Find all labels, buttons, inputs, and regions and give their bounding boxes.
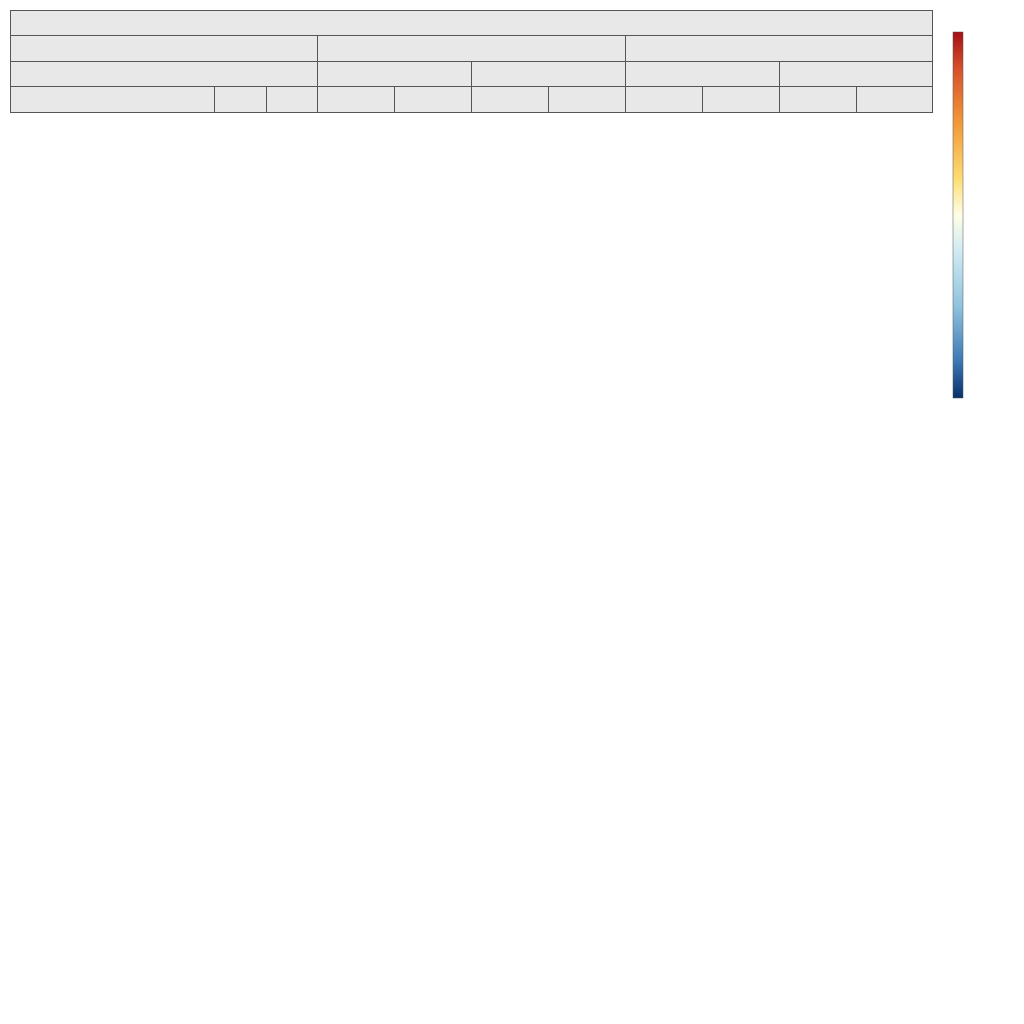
avg-high-oblique1-header <box>472 87 549 113</box>
std-high-mode-header <box>780 61 933 87</box>
avg-high-oblique2-header <box>549 87 626 113</box>
date-range <box>11 36 318 62</box>
std-high-oblique2-header <box>857 87 933 113</box>
site-info-header <box>11 61 318 87</box>
city-state-header <box>11 87 215 113</box>
average-header <box>318 36 626 62</box>
std-dev-header <box>626 36 933 62</box>
comparison-table <box>10 10 933 113</box>
std-low-mode-header <box>626 61 780 87</box>
colorbar <box>950 28 1020 408</box>
std-low-oblique1-header <box>626 87 703 113</box>
avg-low-oblique2-header <box>395 87 472 113</box>
id-header <box>215 87 267 113</box>
colorbar-gradient <box>953 32 963 398</box>
std-low-oblique2-header <box>703 87 780 113</box>
avg-high-mode-header <box>472 61 626 87</box>
avg-low-oblique1-header <box>318 87 395 113</box>
freq-header <box>267 87 318 113</box>
avg-low-mode-header <box>318 61 472 87</box>
std-high-oblique1-header <box>780 87 857 113</box>
table-title <box>11 11 933 36</box>
